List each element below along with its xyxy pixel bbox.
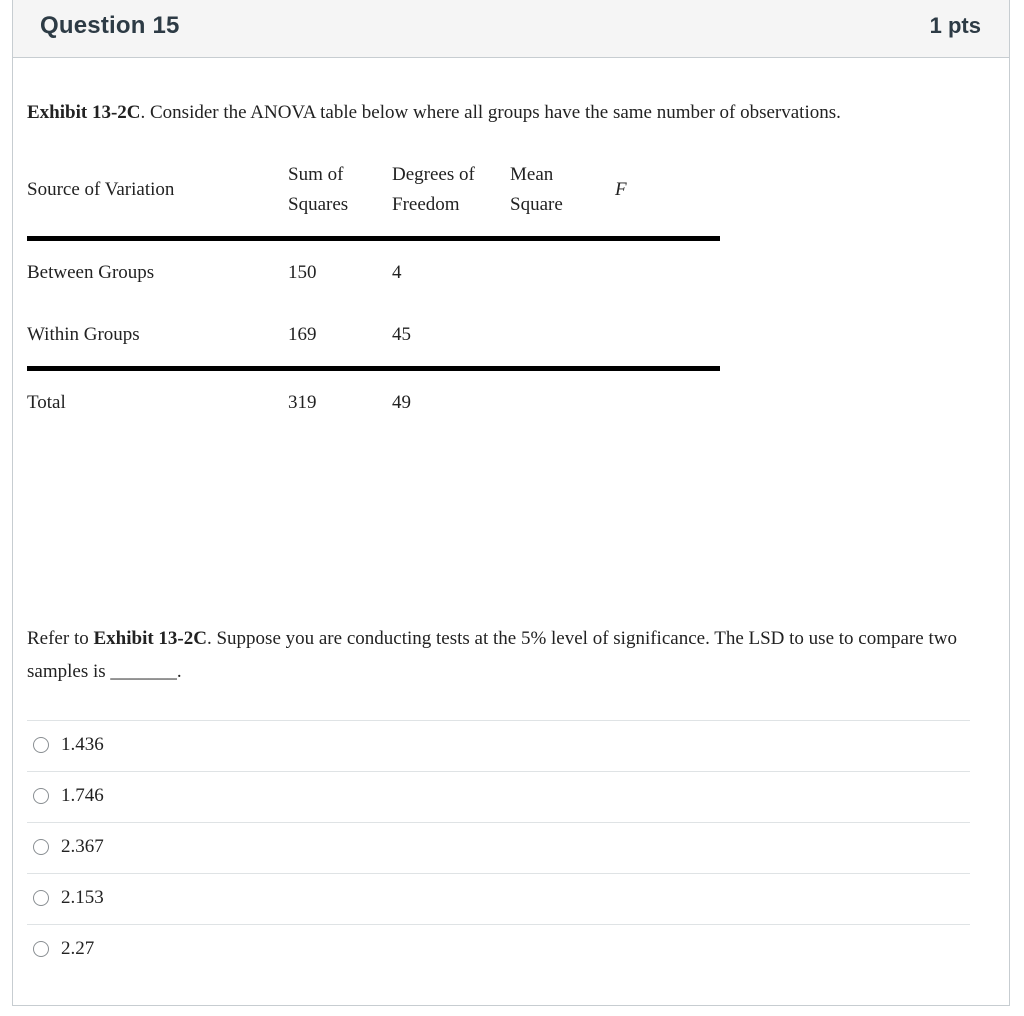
answer-option[interactable] xyxy=(27,924,970,975)
answer-label[interactable]: 2.367 xyxy=(61,836,104,857)
exhibit-intro xyxy=(27,101,841,125)
answer-option[interactable] xyxy=(27,771,970,822)
answer-label[interactable]: 1.436 xyxy=(61,734,104,755)
answer-label[interactable]: 2.27 xyxy=(61,938,95,959)
row-ss: 150 xyxy=(288,262,317,283)
row-source: Total xyxy=(27,392,66,413)
header-ss-line2: Squares xyxy=(288,194,349,215)
radio-button[interactable] xyxy=(33,839,49,855)
answer-label[interactable]: 1.746 xyxy=(61,785,104,806)
radio-button[interactable] xyxy=(33,941,49,957)
row-source: Within Groups xyxy=(27,324,140,345)
question-prefix: Refer to xyxy=(27,628,94,649)
answer-label[interactable]: 2.153 xyxy=(61,887,104,908)
table-rule-top xyxy=(27,236,720,241)
question-body: . Suppose you are conducting tests at the 5% level of significance. The LSD to use to compare two samples is _______. xyxy=(27,628,957,682)
table-rule-bottom xyxy=(27,366,720,371)
row-df: 49 xyxy=(392,392,411,413)
header-ms-line2: Square xyxy=(510,194,563,215)
radio-button[interactable] xyxy=(33,890,49,906)
row-df: 4 xyxy=(392,262,402,283)
header-df-line2: Freedom xyxy=(392,194,460,215)
row-df: 45 xyxy=(392,324,411,345)
question-points: 1 pts xyxy=(929,13,981,38)
radio-button[interactable] xyxy=(33,737,49,753)
question-exhibit-label: Exhibit 13-2C xyxy=(93,628,207,649)
exhibit-intro-text: . Consider the ANOVA table below where all groups have the same number of observations. xyxy=(140,102,841,123)
header-f: F xyxy=(615,179,627,200)
header-ms-line1: Mean xyxy=(510,164,554,185)
header-sum-of-squares xyxy=(288,160,348,220)
radio-button[interactable] xyxy=(33,788,49,804)
row-ss: 169 xyxy=(288,324,317,345)
header-ss-line1: Sum of xyxy=(288,164,344,185)
question-title: Question 15 xyxy=(40,12,180,39)
question-header xyxy=(13,0,1009,58)
answer-option[interactable] xyxy=(27,720,970,771)
row-source: Between Groups xyxy=(27,262,155,283)
question-text xyxy=(27,622,957,688)
header-mean-square xyxy=(510,160,563,220)
answer-option[interactable] xyxy=(27,822,970,873)
header-degrees-of-freedom xyxy=(392,160,475,220)
answer-option[interactable] xyxy=(27,873,970,924)
header-source: Source of Variation xyxy=(27,179,175,200)
header-df-line1: Degrees of xyxy=(392,164,475,185)
answer-list xyxy=(27,720,970,975)
exhibit-label: Exhibit 13-2C xyxy=(27,102,141,123)
row-ss: 319 xyxy=(288,392,317,413)
